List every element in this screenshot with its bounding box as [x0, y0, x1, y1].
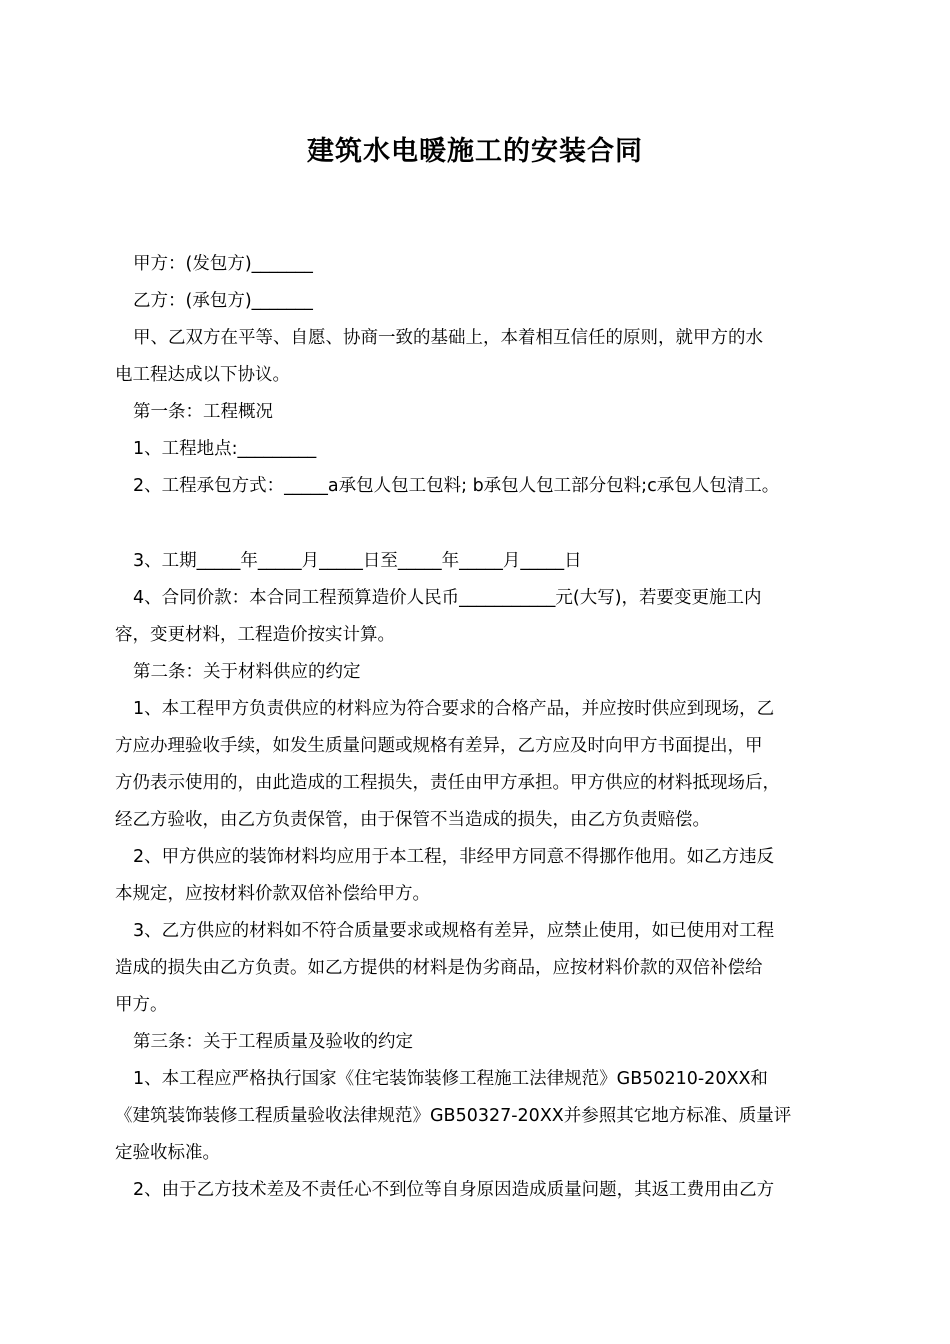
clause-line: 甲方。	[115, 995, 168, 1015]
preamble-line: 电工程达成以下协议。	[115, 365, 290, 385]
clause-line: 3、乙方供应的材料如不符合质量要求或规格有差异，应禁止使用，如已使用对工程	[133, 921, 775, 941]
clause-line: 1、本工程甲方负责供应的材料应为符合要求的合格产品，并应按时供应到现场，乙	[133, 699, 775, 719]
clause-line: 1、本工程应严格执行国家《住宅装饰装修工程施工法律规范》GB50210-20XX和	[133, 1069, 768, 1089]
clause-line: 定验收标准。	[115, 1143, 220, 1163]
document-body	[115, 246, 850, 1209]
article-heading: 第二条：关于材料供应的约定	[133, 662, 361, 682]
preamble-line: 甲、乙双方在平等、自愿、协商一致的基础上，本着相互信任的原则，就甲方的水	[133, 328, 763, 348]
clause-line: 2、由于乙方技术差及不责任心不到位等自身原因造成质量问题，其返工费用由乙方	[133, 1180, 775, 1200]
party-a-line: 甲方：(发包方)_______	[133, 254, 313, 274]
clause-line: 造成的损失由乙方负责。如乙方提供的材料是伪劣商品，应按材料价款的双倍补偿给	[115, 958, 763, 978]
clause-line: 经乙方验收，由乙方负责保管，由于保管不当造成的损失，由乙方负责赔偿。	[115, 810, 710, 830]
blank-line	[115, 505, 850, 543]
clause-line: 方仍表示使用的，由此造成的工程损失，责任由甲方承担。甲方供应的材料抵现场后，	[115, 773, 780, 793]
document-title: 建筑水电暖施工的安装合同	[307, 136, 643, 167]
clause-line: 本规定，应按材料价款双倍补偿给甲方。	[115, 884, 430, 904]
clause-line: 3、工期_____年_____月_____日至_____年_____月_____日	[133, 551, 582, 571]
clause-line: 《建筑装饰装修工程质量验收法律规范》GB50327-20XX并参照其它地方标准、质量评	[115, 1106, 792, 1126]
article-heading: 第三条：关于工程质量及验收的约定	[133, 1032, 413, 1052]
clause-line: 1、工程地点:_________	[133, 439, 317, 459]
clause-line: 4、合同价款：本合同工程预算造价人民币___________元(大写)，若要变更施工内	[133, 588, 762, 608]
party-b-line: 乙方：(承包方)_______	[133, 291, 313, 311]
clause-line: 2、工程承包方式：_____a承包人包工包料; b承包人包工部分包料;c承包人包清工。	[133, 476, 780, 496]
clause-line: 2、甲方供应的装饰材料均应用于本工程，非经甲方同意不得挪作他用。如乙方违反	[133, 847, 775, 867]
clause-line: 方应办理验收手续，如发生质量问题或规格有差异，乙方应及时向甲方书面提出，甲	[115, 736, 763, 756]
article-heading: 第一条：工程概况	[133, 402, 273, 422]
clause-line: 容，变更材料，工程造价按实计算。	[115, 625, 395, 645]
